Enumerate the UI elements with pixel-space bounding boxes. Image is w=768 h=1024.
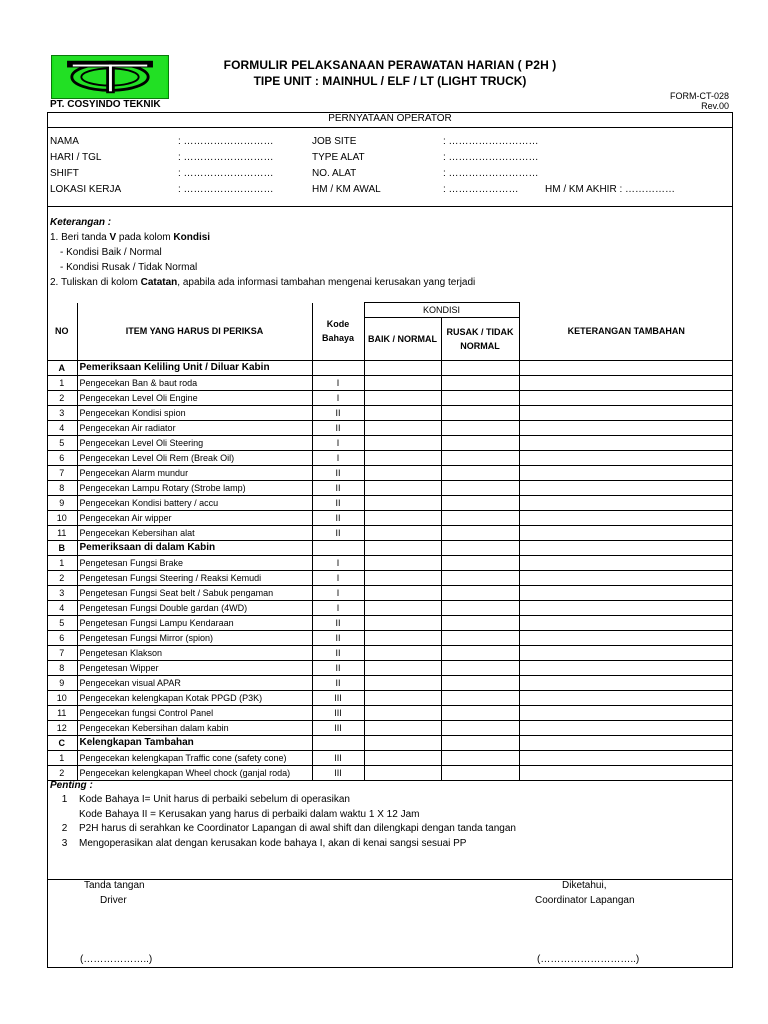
row-no: 6 xyxy=(47,451,77,466)
row-no: 4 xyxy=(47,601,77,616)
row-keterangan-cell[interactable] xyxy=(519,706,733,721)
row-item: Pengetesan Klakson xyxy=(77,646,312,661)
driver-signature-line[interactable]: (………………..) xyxy=(80,954,153,965)
penting-text: Mengoperasikan alat dengan kerusakan kode bahaya I, akan di kenai sangsi sesuai PP xyxy=(79,837,467,849)
row-rusak-cell[interactable] xyxy=(441,451,519,466)
field-shift[interactable]: : ……………………… xyxy=(178,168,274,179)
row-no: 2 xyxy=(47,766,77,781)
operator-left-fields xyxy=(50,136,274,200)
row-baik-cell[interactable] xyxy=(364,601,441,616)
table-row xyxy=(47,766,733,781)
row-keterangan-cell[interactable] xyxy=(519,556,733,571)
keterangan-kondisi: Kondisi xyxy=(173,232,211,243)
row-keterangan-cell[interactable] xyxy=(519,481,733,496)
row-kode: II xyxy=(312,466,364,481)
row-keterangan-cell xyxy=(519,736,733,751)
row-rusak-cell[interactable] xyxy=(441,751,519,766)
penting-no: 1 xyxy=(61,794,68,805)
company-name: PT. COSYINDO TEKNIK xyxy=(50,99,161,110)
table-row xyxy=(47,436,733,451)
row-rusak-cell[interactable] xyxy=(441,646,519,661)
row-baik-cell[interactable] xyxy=(364,766,441,781)
table-row xyxy=(47,496,733,511)
row-baik-cell[interactable] xyxy=(364,451,441,466)
row-keterangan-cell[interactable] xyxy=(519,571,733,586)
row-baik-cell[interactable] xyxy=(364,556,441,571)
row-rusak-cell[interactable] xyxy=(441,706,519,721)
row-baik-cell xyxy=(364,361,441,376)
keterangan-text: 1. Beri tanda xyxy=(50,232,110,243)
row-keterangan-cell[interactable] xyxy=(519,526,733,541)
row-item: Kelengkapan Tambahan xyxy=(77,736,312,751)
row-kode xyxy=(312,736,364,751)
keterangan-text: 2. Tuliskan di kolom xyxy=(50,277,141,288)
table-row xyxy=(47,721,733,736)
row-rusak-cell[interactable] xyxy=(441,526,519,541)
operator-heading: PERNYATAAN OPERATOR xyxy=(328,113,452,124)
table-row xyxy=(47,406,733,421)
row-kode: II xyxy=(312,496,364,511)
row-keterangan-cell[interactable] xyxy=(519,511,733,526)
row-kode: III xyxy=(312,751,364,766)
section-row xyxy=(47,736,733,751)
penting-item xyxy=(50,808,516,823)
row-keterangan-cell[interactable] xyxy=(519,751,733,766)
row-no: 7 xyxy=(47,466,77,481)
form-revision: Rev.00 xyxy=(701,101,729,111)
row-rusak-cell xyxy=(441,736,519,751)
field-hm-km-awal[interactable]: : ………………… xyxy=(443,184,519,195)
row-keterangan-cell[interactable] xyxy=(519,466,733,481)
row-rusak-cell[interactable] xyxy=(441,586,519,601)
row-keterangan-cell[interactable] xyxy=(519,646,733,661)
row-no: 1 xyxy=(47,751,77,766)
row-rusak-cell[interactable] xyxy=(441,511,519,526)
row-baik-cell[interactable] xyxy=(364,466,441,481)
col-rusak-header: RUSAK / TIDAK NORMAL xyxy=(441,318,519,361)
row-item: Pengecekan Kebersihan dalam kabin xyxy=(77,721,312,736)
row-baik-cell[interactable] xyxy=(364,751,441,766)
row-item: Pengecekan kelengkapan Traffic cone (safety cone) xyxy=(77,751,312,766)
row-kode xyxy=(312,541,364,556)
row-rusak-cell[interactable] xyxy=(441,481,519,496)
row-rusak-cell xyxy=(441,541,519,556)
row-kode: II xyxy=(312,676,364,691)
row-baik-cell[interactable] xyxy=(364,376,441,391)
driver-label: Driver xyxy=(100,895,127,906)
row-item: Pengecekan Air radiator xyxy=(77,421,312,436)
row-kode: II xyxy=(312,661,364,676)
row-keterangan-cell[interactable] xyxy=(519,391,733,406)
row-baik-cell[interactable] xyxy=(364,496,441,511)
form-code xyxy=(670,91,729,111)
table-row xyxy=(47,466,733,481)
table-row xyxy=(47,691,733,706)
field-label: JOB SITE xyxy=(312,136,357,147)
field-hari-tgl[interactable]: : ……………………… xyxy=(178,152,274,163)
row-kode: III xyxy=(312,706,364,721)
row-no: 11 xyxy=(47,526,77,541)
form-title: FORMULIR PELAKSANAAN PERAWATAN HARIAN ( P2H ) xyxy=(223,58,557,72)
row-item: Pengecekan kelengkapan Kotak PPGD (P3K) xyxy=(77,691,312,706)
row-no: 4 xyxy=(47,421,77,436)
row-item: Pengecekan Level Oli Engine xyxy=(77,391,312,406)
col-item-header: ITEM YANG HARUS DI PERIKSA xyxy=(77,303,312,361)
col-kode-header: Kode Bahaya xyxy=(312,303,364,361)
penting-text: Kode Bahaya II = Kerusakan yang harus di perbaiki dalam waktu 1 X 12 Jam xyxy=(79,808,420,820)
row-keterangan-cell[interactable] xyxy=(519,676,733,691)
row-no: 9 xyxy=(47,676,77,691)
table-row xyxy=(47,451,733,466)
row-rusak-cell[interactable] xyxy=(441,556,519,571)
row-item: Pengecekan Ban & baut roda xyxy=(77,376,312,391)
field-label: NAMA xyxy=(50,136,79,147)
row-baik-cell[interactable] xyxy=(364,691,441,706)
table-row xyxy=(47,526,733,541)
row-no: 1 xyxy=(47,556,77,571)
row-no: 5 xyxy=(47,616,77,631)
row-no: B xyxy=(47,541,77,556)
row-kode: I xyxy=(312,586,364,601)
row-item: Pengetesan Fungsi Steering / Reaksi Kemudi xyxy=(77,571,312,586)
field-type-alat[interactable]: : ……………………… xyxy=(443,152,539,163)
row-rusak-cell[interactable] xyxy=(441,766,519,781)
row-rusak-cell[interactable] xyxy=(441,631,519,646)
operator-divider xyxy=(47,127,733,128)
row-rusak-cell[interactable] xyxy=(441,691,519,706)
table-row xyxy=(47,571,733,586)
field-hm-km-akhir[interactable]: HM / KM AKHIR : …………… xyxy=(545,184,676,195)
row-no: 7 xyxy=(47,646,77,661)
row-baik-cell[interactable] xyxy=(364,421,441,436)
row-keterangan-cell[interactable] xyxy=(519,661,733,676)
row-rusak-cell[interactable] xyxy=(441,421,519,436)
row-kode: I xyxy=(312,391,364,406)
row-rusak-cell[interactable] xyxy=(441,406,519,421)
penting-no: 2 xyxy=(61,823,68,834)
operator-right-fields xyxy=(312,136,539,200)
row-item: Pengecekan Kebersihan alat xyxy=(77,526,312,541)
keterangan-line-1 xyxy=(50,230,475,245)
unit-type-title: TIPE UNIT : MAINHUL / ELF / LT (LIGHT TRUCK) xyxy=(253,74,527,88)
field-label: SHIFT xyxy=(50,168,79,179)
row-kode: II xyxy=(312,631,364,646)
row-baik-cell[interactable] xyxy=(364,526,441,541)
keterangan-block xyxy=(50,215,475,290)
row-kode xyxy=(312,361,364,376)
row-keterangan-cell[interactable] xyxy=(519,451,733,466)
row-rusak-cell[interactable] xyxy=(441,466,519,481)
row-item: Pengetesan Fungsi Lampu Kendaraan xyxy=(77,616,312,631)
row-rusak-cell[interactable] xyxy=(441,676,519,691)
row-baik-cell[interactable] xyxy=(364,391,441,406)
row-no: 2 xyxy=(47,391,77,406)
keterangan-text: , apabila ada informasi tambahan mengenai kerusakan yang terjadi xyxy=(177,277,476,288)
penting-text: P2H harus di serahkan ke Coordinator Lapangan di awal shift dan dilengkapi dengan tanda tangan xyxy=(79,823,516,834)
col-no-header: NO xyxy=(47,303,77,361)
row-kode: III xyxy=(312,691,364,706)
row-item: Pengecekan Kondisi battery / accu xyxy=(77,496,312,511)
row-kode: II xyxy=(312,646,364,661)
row-baik-cell[interactable] xyxy=(364,631,441,646)
row-item: Pengecekan fungsi Control Panel xyxy=(77,706,312,721)
col-ket-header: KETERANGAN TAMBAHAN xyxy=(519,303,733,361)
penting-item xyxy=(50,822,516,837)
form-code-number: FORM-CT-028 xyxy=(669,91,729,101)
row-rusak-cell[interactable] xyxy=(441,391,519,406)
row-baik-cell[interactable] xyxy=(364,436,441,451)
row-keterangan-cell[interactable] xyxy=(519,691,733,706)
row-keterangan-cell xyxy=(519,541,733,556)
keterangan-line-3: - Kondisi Rusak / Tidak Normal xyxy=(60,262,198,273)
row-item: Pengecekan Level Oli Steering xyxy=(77,436,312,451)
coordinator-label: Coordinator Lapangan xyxy=(535,895,635,906)
keterangan-heading: Keterangan : xyxy=(50,217,112,228)
row-keterangan-cell[interactable] xyxy=(519,631,733,646)
row-item: Pengecekan visual APAR xyxy=(77,676,312,691)
row-item: Pengecekan Kondisi spion xyxy=(77,406,312,421)
inspection-rows xyxy=(47,361,733,781)
row-no: 1 xyxy=(47,376,77,391)
table-row xyxy=(47,631,733,646)
row-kode: II xyxy=(312,421,364,436)
section-row xyxy=(47,541,733,556)
table-row xyxy=(47,586,733,601)
row-no: 8 xyxy=(47,481,77,496)
row-rusak-cell[interactable] xyxy=(441,616,519,631)
row-baik-cell[interactable] xyxy=(364,406,441,421)
row-kode: II xyxy=(312,511,364,526)
row-rusak-cell[interactable] xyxy=(441,571,519,586)
row-item: Pengetesan Fungsi Seat belt / Sabuk pengaman xyxy=(77,586,312,601)
table-row xyxy=(47,751,733,766)
row-keterangan-cell[interactable] xyxy=(519,421,733,436)
row-no: 5 xyxy=(47,436,77,451)
row-no: 10 xyxy=(47,691,77,706)
row-rusak-cell[interactable] xyxy=(441,601,519,616)
row-no: A xyxy=(47,361,77,376)
driver-signature-label: Tanda tangan xyxy=(84,880,145,891)
row-baik-cell[interactable] xyxy=(364,616,441,631)
company-logo xyxy=(51,55,169,99)
penting-no: 3 xyxy=(61,837,68,849)
inspection-table xyxy=(47,302,733,781)
row-item: Pengetesan Fungsi Brake xyxy=(77,556,312,571)
row-baik-cell[interactable] xyxy=(364,676,441,691)
penting-text: Kode Bahaya I= Unit harus di perbaiki sebelum di operasikan xyxy=(79,794,350,805)
row-item: Pengecekan Air wipper xyxy=(77,511,312,526)
row-kode: I xyxy=(312,571,364,586)
row-baik-cell[interactable] xyxy=(364,646,441,661)
row-item: Pengetesan Fungsi Mirror (spion) xyxy=(77,631,312,646)
row-no: 9 xyxy=(47,496,77,511)
table-row xyxy=(47,676,733,691)
row-no: 6 xyxy=(47,631,77,646)
row-no: 3 xyxy=(47,586,77,601)
field-nama[interactable]: : ……………………… xyxy=(178,136,274,147)
section-row xyxy=(47,361,733,376)
row-baik-cell xyxy=(364,541,441,556)
row-kode: II xyxy=(312,526,364,541)
row-no: 2 xyxy=(47,571,77,586)
row-no: C xyxy=(47,736,77,751)
row-keterangan-cell[interactable] xyxy=(519,601,733,616)
row-kode: I xyxy=(312,436,364,451)
table-row xyxy=(47,706,733,721)
field-label: HM / KM AWAL xyxy=(312,184,381,195)
row-keterangan-cell[interactable] xyxy=(519,436,733,451)
row-keterangan-cell[interactable] xyxy=(519,766,733,781)
field-job-site[interactable]: : ……………………… xyxy=(443,136,539,147)
col-kondisi-header: KONDISI xyxy=(364,303,519,318)
row-item: Pengecekan kelengkapan Wheel chock (ganjal roda) xyxy=(77,766,312,781)
table-row xyxy=(47,511,733,526)
signature-divider xyxy=(47,879,733,880)
row-baik-cell[interactable] xyxy=(364,706,441,721)
field-lokasi-kerja[interactable]: : ……………………… xyxy=(178,184,274,195)
row-baik-cell[interactable] xyxy=(364,481,441,496)
penting-list xyxy=(50,793,516,851)
row-baik-cell[interactable] xyxy=(364,586,441,601)
row-kode: I xyxy=(312,451,364,466)
penting-item xyxy=(50,837,516,852)
row-kode: I xyxy=(312,601,364,616)
row-keterangan-cell[interactable] xyxy=(519,496,733,511)
row-rusak-cell[interactable] xyxy=(441,661,519,676)
penting-item xyxy=(50,793,516,808)
row-kode: III xyxy=(312,766,364,781)
table-row xyxy=(47,391,733,406)
row-baik-cell[interactable] xyxy=(364,721,441,736)
table-row xyxy=(47,646,733,661)
coordinator-signature-line[interactable]: (………………………..) xyxy=(537,954,640,965)
field-label: NO. ALAT xyxy=(312,168,357,179)
table-row xyxy=(47,481,733,496)
row-keterangan-cell[interactable] xyxy=(519,406,733,421)
field-label: HARI / TGL xyxy=(50,152,102,163)
row-rusak-cell[interactable] xyxy=(441,376,519,391)
row-no: 3 xyxy=(47,406,77,421)
keterangan-text: pada kolom xyxy=(116,232,174,243)
row-baik-cell[interactable] xyxy=(364,511,441,526)
table-row xyxy=(47,556,733,571)
table-row xyxy=(47,376,733,391)
row-rusak-cell[interactable] xyxy=(441,721,519,736)
keterangan-catatan: Catatan xyxy=(140,277,178,288)
row-rusak-cell xyxy=(441,361,519,376)
row-kode: I xyxy=(312,556,364,571)
keterangan-mark: V xyxy=(109,232,117,243)
row-keterangan-cell[interactable] xyxy=(519,721,733,736)
col-baik-header: BAIK / NORMAL xyxy=(364,318,441,361)
row-item: Pengetesan Wipper xyxy=(77,661,312,676)
row-no: 8 xyxy=(47,661,77,676)
row-item: Pemeriksaan Keliling Unit / Diluar Kabin xyxy=(77,361,312,376)
row-kode: II xyxy=(312,616,364,631)
row-item: Pengetesan Fungsi Double gardan (4WD) xyxy=(77,601,312,616)
row-no: 10 xyxy=(47,511,77,526)
penting-heading: Penting : xyxy=(50,780,93,791)
row-rusak-cell[interactable] xyxy=(441,496,519,511)
field-label: LOKASI KERJA xyxy=(50,184,122,195)
row-kode: II xyxy=(312,406,364,421)
field-no-alat[interactable]: : ……………………… xyxy=(443,168,539,179)
table-row xyxy=(47,601,733,616)
row-kode: II xyxy=(312,481,364,496)
row-item: Pengecekan Level Oli Rem (Break Oil) xyxy=(77,451,312,466)
field-label: TYPE ALAT xyxy=(312,152,365,163)
row-item: Pengecekan Lampu Rotary (Strobe lamp) xyxy=(77,481,312,496)
table-row xyxy=(47,421,733,436)
row-keterangan-cell[interactable] xyxy=(519,616,733,631)
row-baik-cell[interactable] xyxy=(364,571,441,586)
row-no: 11 xyxy=(47,706,77,721)
row-item: Pemeriksaan di dalam Kabin xyxy=(77,541,312,556)
ct-logo-icon xyxy=(52,56,168,98)
row-keterangan-cell[interactable] xyxy=(519,586,733,601)
row-keterangan-cell xyxy=(519,361,733,376)
row-baik-cell xyxy=(364,736,441,751)
row-keterangan-cell[interactable] xyxy=(519,376,733,391)
table-row xyxy=(47,661,733,676)
table-row xyxy=(47,616,733,631)
operator-bottom-divider xyxy=(47,206,733,207)
keterangan-line-4 xyxy=(50,275,475,290)
row-no: 12 xyxy=(47,721,77,736)
keterangan-line-2: - Kondisi Baik / Normal xyxy=(60,247,162,258)
row-item: Pengecekan Alarm mundur xyxy=(77,466,312,481)
coordinator-diketahui-label: Diketahui, xyxy=(562,880,607,891)
row-kode: III xyxy=(312,721,364,736)
row-rusak-cell[interactable] xyxy=(441,436,519,451)
row-kode: I xyxy=(312,376,364,391)
row-baik-cell[interactable] xyxy=(364,661,441,676)
